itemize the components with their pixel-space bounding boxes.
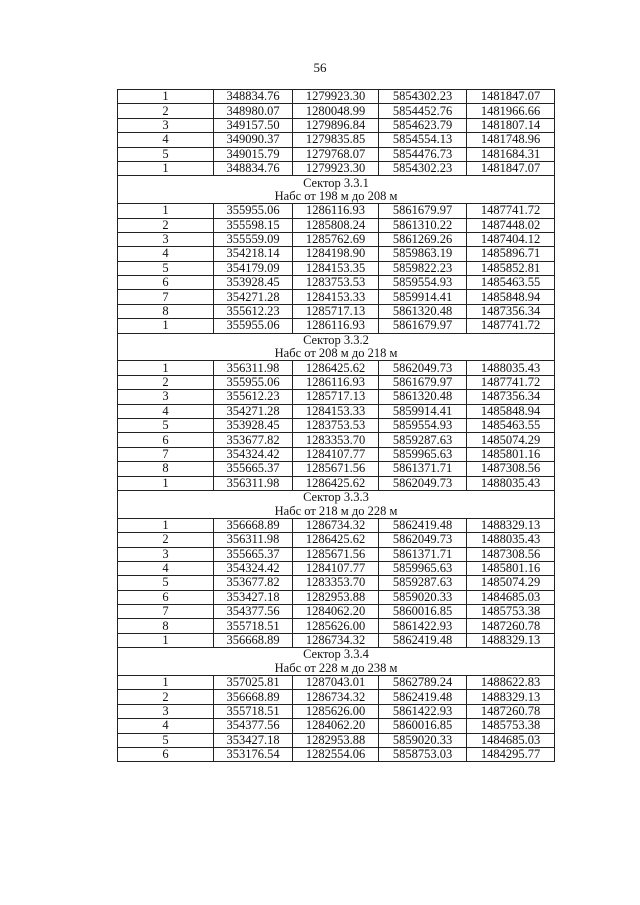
- y2-coordinate-cell: 1481684.31: [467, 147, 555, 161]
- table-row: [118, 218, 555, 232]
- point-number-cell: 2: [118, 104, 214, 118]
- x2-coordinate-cell: 5860016.85: [379, 719, 467, 733]
- x-coordinate-cell: 355559.09: [214, 232, 293, 246]
- point-number-cell: 3: [118, 704, 214, 718]
- point-number-cell: 5: [118, 418, 214, 432]
- point-number-cell: 1: [118, 90, 214, 104]
- sector-altitude-range: Набс от 208 м до 218 м: [118, 347, 555, 361]
- table-row: [118, 533, 555, 547]
- x2-coordinate-cell: 5858753.03: [379, 747, 467, 761]
- y-coordinate-cell: 1282953.88: [293, 590, 379, 604]
- table-row: [118, 375, 555, 389]
- table-row: [118, 447, 555, 461]
- x2-coordinate-cell: 5859914.41: [379, 404, 467, 418]
- x-coordinate-cell: 354179.09: [214, 261, 293, 275]
- point-number-cell: 6: [118, 276, 214, 290]
- x-coordinate-cell: 354324.42: [214, 447, 293, 461]
- point-number-cell: 5: [118, 261, 214, 275]
- y-coordinate-cell: 1284198.90: [293, 247, 379, 261]
- y2-coordinate-cell: 1484685.03: [467, 590, 555, 604]
- table-row: [118, 361, 555, 375]
- table-row: [118, 161, 555, 175]
- sector-range-row: [118, 504, 555, 518]
- y2-coordinate-cell: 1485801.16: [467, 561, 555, 575]
- point-number-cell: 6: [118, 590, 214, 604]
- point-number-cell: 6: [118, 433, 214, 447]
- x-coordinate-cell: 353928.45: [214, 276, 293, 290]
- x2-coordinate-cell: 5862049.73: [379, 476, 467, 490]
- sector-title-row: [118, 648, 555, 662]
- x2-coordinate-cell: 5854554.13: [379, 133, 467, 147]
- x-coordinate-cell: 353677.82: [214, 576, 293, 590]
- y-coordinate-cell: 1284107.77: [293, 447, 379, 461]
- table-row: [118, 605, 555, 619]
- y-coordinate-cell: 1282953.88: [293, 733, 379, 747]
- y-coordinate-cell: 1283353.70: [293, 576, 379, 590]
- y-coordinate-cell: 1286734.32: [293, 633, 379, 647]
- x-coordinate-cell: 355665.37: [214, 462, 293, 476]
- table-row: [118, 276, 555, 290]
- point-number-cell: 2: [118, 690, 214, 704]
- point-number-cell: 1: [118, 319, 214, 333]
- x-coordinate-cell: 349090.37: [214, 133, 293, 147]
- x-coordinate-cell: 354218.14: [214, 247, 293, 261]
- y2-coordinate-cell: 1485753.38: [467, 605, 555, 619]
- y2-coordinate-cell: 1485852.81: [467, 261, 555, 275]
- y2-coordinate-cell: 1488622.83: [467, 676, 555, 690]
- point-number-cell: 4: [118, 133, 214, 147]
- point-number-cell: 5: [118, 733, 214, 747]
- sector-range-row: [118, 662, 555, 676]
- point-number-cell: 4: [118, 404, 214, 418]
- x2-coordinate-cell: 5859863.19: [379, 247, 467, 261]
- y-coordinate-cell: 1286116.93: [293, 204, 379, 218]
- y2-coordinate-cell: 1481748.96: [467, 133, 555, 147]
- y2-coordinate-cell: 1488329.13: [467, 633, 555, 647]
- y2-coordinate-cell: 1485074.29: [467, 576, 555, 590]
- y-coordinate-cell: 1285626.00: [293, 704, 379, 718]
- table-row: [118, 476, 555, 490]
- x2-coordinate-cell: 5862419.48: [379, 690, 467, 704]
- y2-coordinate-cell: 1488035.43: [467, 533, 555, 547]
- y-coordinate-cell: 1279923.30: [293, 90, 379, 104]
- table-row: [118, 690, 555, 704]
- y2-coordinate-cell: 1484685.03: [467, 733, 555, 747]
- point-number-cell: 2: [118, 218, 214, 232]
- y2-coordinate-cell: 1487260.78: [467, 619, 555, 633]
- x2-coordinate-cell: 5862419.48: [379, 518, 467, 532]
- sector-altitude-range: Набс от 228 м до 238 м: [118, 662, 555, 676]
- point-number-cell: 8: [118, 619, 214, 633]
- y2-coordinate-cell: 1487404.12: [467, 232, 555, 246]
- y-coordinate-cell: 1286116.93: [293, 375, 379, 389]
- y2-coordinate-cell: 1487308.56: [467, 547, 555, 561]
- point-number-cell: 6: [118, 747, 214, 761]
- point-number-cell: 1: [118, 633, 214, 647]
- x2-coordinate-cell: 5859020.33: [379, 733, 467, 747]
- y-coordinate-cell: 1279835.85: [293, 133, 379, 147]
- table-row: [118, 619, 555, 633]
- y2-coordinate-cell: 1487308.56: [467, 462, 555, 476]
- y-coordinate-cell: 1284062.20: [293, 605, 379, 619]
- y-coordinate-cell: 1284153.35: [293, 261, 379, 275]
- y2-coordinate-cell: 1487260.78: [467, 704, 555, 718]
- x-coordinate-cell: 353928.45: [214, 418, 293, 432]
- x2-coordinate-cell: 5854623.79: [379, 118, 467, 132]
- point-number-cell: 4: [118, 247, 214, 261]
- sector-title-row: [118, 490, 555, 504]
- y2-coordinate-cell: 1487356.34: [467, 304, 555, 318]
- table-row: [118, 90, 555, 104]
- x2-coordinate-cell: 5861269.26: [379, 232, 467, 246]
- x-coordinate-cell: 353427.18: [214, 733, 293, 747]
- sector-title: Сектор 3.3.4: [118, 648, 555, 662]
- point-number-cell: 2: [118, 375, 214, 389]
- x-coordinate-cell: 354271.28: [214, 404, 293, 418]
- table-row: [118, 147, 555, 161]
- x-coordinate-cell: 356311.98: [214, 533, 293, 547]
- table-row: [118, 747, 555, 761]
- table-row: [118, 547, 555, 561]
- table-row: [118, 290, 555, 304]
- table-row: [118, 462, 555, 476]
- x-coordinate-cell: 348834.76: [214, 90, 293, 104]
- y-coordinate-cell: 1283753.53: [293, 418, 379, 432]
- x2-coordinate-cell: 5859287.63: [379, 433, 467, 447]
- y2-coordinate-cell: 1485463.55: [467, 418, 555, 432]
- y2-coordinate-cell: 1487356.34: [467, 390, 555, 404]
- x-coordinate-cell: 354377.56: [214, 719, 293, 733]
- table-row: [118, 633, 555, 647]
- point-number-cell: 4: [118, 561, 214, 575]
- y2-coordinate-cell: 1487741.72: [467, 375, 555, 389]
- x-coordinate-cell: 349157.50: [214, 118, 293, 132]
- y-coordinate-cell: 1279923.30: [293, 161, 379, 175]
- table-row: [118, 719, 555, 733]
- table-row: [118, 704, 555, 718]
- point-number-cell: 7: [118, 290, 214, 304]
- y2-coordinate-cell: 1488035.43: [467, 361, 555, 375]
- x2-coordinate-cell: 5862049.73: [379, 533, 467, 547]
- y-coordinate-cell: 1286425.62: [293, 533, 379, 547]
- x2-coordinate-cell: 5861679.97: [379, 319, 467, 333]
- y2-coordinate-cell: 1485801.16: [467, 447, 555, 461]
- table-row: [118, 561, 555, 575]
- x-coordinate-cell: 355955.06: [214, 319, 293, 333]
- x-coordinate-cell: 356311.98: [214, 476, 293, 490]
- y-coordinate-cell: 1284153.33: [293, 404, 379, 418]
- y-coordinate-cell: 1283753.53: [293, 276, 379, 290]
- table-row: [118, 433, 555, 447]
- x-coordinate-cell: 348980.07: [214, 104, 293, 118]
- x-coordinate-cell: 354271.28: [214, 290, 293, 304]
- x2-coordinate-cell: 5862049.73: [379, 361, 467, 375]
- sector-title-row: [118, 333, 555, 347]
- sector-title: Сектор 3.3.2: [118, 333, 555, 347]
- y-coordinate-cell: 1284062.20: [293, 719, 379, 733]
- x2-coordinate-cell: 5861679.97: [379, 204, 467, 218]
- x-coordinate-cell: 354377.56: [214, 605, 293, 619]
- y2-coordinate-cell: 1481847.07: [467, 90, 555, 104]
- table-row: [118, 404, 555, 418]
- y-coordinate-cell: 1284153.33: [293, 290, 379, 304]
- x2-coordinate-cell: 5861320.48: [379, 304, 467, 318]
- x-coordinate-cell: 353176.54: [214, 747, 293, 761]
- y2-coordinate-cell: 1487448.02: [467, 218, 555, 232]
- y-coordinate-cell: 1286425.62: [293, 476, 379, 490]
- x-coordinate-cell: 357025.81: [214, 676, 293, 690]
- x2-coordinate-cell: 5861679.97: [379, 375, 467, 389]
- sector-altitude-range: Набс от 198 м до 208 м: [118, 190, 555, 204]
- point-number-cell: 8: [118, 304, 214, 318]
- x-coordinate-cell: 355955.06: [214, 375, 293, 389]
- table-row: [118, 118, 555, 132]
- y2-coordinate-cell: 1481847.07: [467, 161, 555, 175]
- table-row: [118, 261, 555, 275]
- x2-coordinate-cell: 5861422.93: [379, 619, 467, 633]
- coordinates-table: [117, 89, 555, 762]
- y2-coordinate-cell: 1487741.72: [467, 319, 555, 333]
- x-coordinate-cell: 356668.89: [214, 690, 293, 704]
- y-coordinate-cell: 1284107.77: [293, 561, 379, 575]
- x2-coordinate-cell: 5854452.76: [379, 104, 467, 118]
- sector-title: Сектор 3.3.3: [118, 490, 555, 504]
- y2-coordinate-cell: 1484295.77: [467, 747, 555, 761]
- y-coordinate-cell: 1279896.84: [293, 118, 379, 132]
- y2-coordinate-cell: 1488329.13: [467, 690, 555, 704]
- x-coordinate-cell: 356668.89: [214, 633, 293, 647]
- point-number-cell: 3: [118, 232, 214, 246]
- point-number-cell: 5: [118, 576, 214, 590]
- point-number-cell: 5: [118, 147, 214, 161]
- x-coordinate-cell: 355598.15: [214, 218, 293, 232]
- y2-coordinate-cell: 1488035.43: [467, 476, 555, 490]
- x2-coordinate-cell: 5859554.93: [379, 418, 467, 432]
- y2-coordinate-cell: 1485896.71: [467, 247, 555, 261]
- x2-coordinate-cell: 5859914.41: [379, 290, 467, 304]
- point-number-cell: 3: [118, 118, 214, 132]
- x2-coordinate-cell: 5862419.48: [379, 633, 467, 647]
- point-number-cell: 2: [118, 533, 214, 547]
- point-number-cell: 1: [118, 476, 214, 490]
- x2-coordinate-cell: 5861320.48: [379, 390, 467, 404]
- table-row: [118, 304, 555, 318]
- point-number-cell: 1: [118, 361, 214, 375]
- y-coordinate-cell: 1285762.69: [293, 232, 379, 246]
- point-number-cell: 4: [118, 719, 214, 733]
- y-coordinate-cell: 1282554.06: [293, 747, 379, 761]
- y-coordinate-cell: 1283353.70: [293, 433, 379, 447]
- x-coordinate-cell: 355718.51: [214, 619, 293, 633]
- y-coordinate-cell: 1286116.93: [293, 319, 379, 333]
- x-coordinate-cell: 356668.89: [214, 518, 293, 532]
- point-number-cell: 7: [118, 447, 214, 461]
- point-number-cell: 3: [118, 390, 214, 404]
- x2-coordinate-cell: 5854302.23: [379, 161, 467, 175]
- point-number-cell: 1: [118, 518, 214, 532]
- table-row: [118, 247, 555, 261]
- x2-coordinate-cell: 5861371.71: [379, 462, 467, 476]
- x2-coordinate-cell: 5860016.85: [379, 605, 467, 619]
- point-number-cell: 8: [118, 462, 214, 476]
- x-coordinate-cell: 355955.06: [214, 204, 293, 218]
- y-coordinate-cell: 1285671.56: [293, 462, 379, 476]
- y2-coordinate-cell: 1485463.55: [467, 276, 555, 290]
- x2-coordinate-cell: 5861310.22: [379, 218, 467, 232]
- x-coordinate-cell: 348834.76: [214, 161, 293, 175]
- x2-coordinate-cell: 5854302.23: [379, 90, 467, 104]
- x-coordinate-cell: 349015.79: [214, 147, 293, 161]
- table-row: [118, 232, 555, 246]
- table-row: [118, 319, 555, 333]
- sector-range-row: [118, 190, 555, 204]
- x-coordinate-cell: 353427.18: [214, 590, 293, 604]
- y-coordinate-cell: 1285626.00: [293, 619, 379, 633]
- y-coordinate-cell: 1285717.13: [293, 304, 379, 318]
- x-coordinate-cell: 355665.37: [214, 547, 293, 561]
- table-row: [118, 676, 555, 690]
- y2-coordinate-cell: 1485753.38: [467, 719, 555, 733]
- sector-title: Сектор 3.3.1: [118, 176, 555, 190]
- x2-coordinate-cell: 5859965.63: [379, 561, 467, 575]
- table-row: [118, 590, 555, 604]
- x2-coordinate-cell: 5862789.24: [379, 676, 467, 690]
- y-coordinate-cell: 1280048.99: [293, 104, 379, 118]
- table-row: [118, 133, 555, 147]
- x-coordinate-cell: 356311.98: [214, 361, 293, 375]
- x-coordinate-cell: 354324.42: [214, 561, 293, 575]
- x2-coordinate-cell: 5861371.71: [379, 547, 467, 561]
- y-coordinate-cell: 1279768.07: [293, 147, 379, 161]
- x2-coordinate-cell: 5859554.93: [379, 276, 467, 290]
- y-coordinate-cell: 1286734.32: [293, 690, 379, 704]
- table-row: [118, 390, 555, 404]
- table-row: [118, 518, 555, 532]
- point-number-cell: 1: [118, 161, 214, 175]
- y2-coordinate-cell: 1487741.72: [467, 204, 555, 218]
- table-row: [118, 733, 555, 747]
- y2-coordinate-cell: 1481966.66: [467, 104, 555, 118]
- y-coordinate-cell: 1286734.32: [293, 518, 379, 532]
- table-row: [118, 418, 555, 432]
- y2-coordinate-cell: 1485848.94: [467, 404, 555, 418]
- page-number: 56: [313, 60, 327, 75]
- x2-coordinate-cell: 5859822.23: [379, 261, 467, 275]
- point-number-cell: 1: [118, 676, 214, 690]
- sector-title-row: [118, 176, 555, 190]
- x2-coordinate-cell: 5861422.93: [379, 704, 467, 718]
- table-row: [118, 204, 555, 218]
- table-row: [118, 104, 555, 118]
- point-number-cell: 3: [118, 547, 214, 561]
- x2-coordinate-cell: 5859020.33: [379, 590, 467, 604]
- x-coordinate-cell: 353677.82: [214, 433, 293, 447]
- point-number-cell: 1: [118, 204, 214, 218]
- y2-coordinate-cell: 1485074.29: [467, 433, 555, 447]
- y-coordinate-cell: 1287043.01: [293, 676, 379, 690]
- y-coordinate-cell: 1286425.62: [293, 361, 379, 375]
- x2-coordinate-cell: 5859965.63: [379, 447, 467, 461]
- table-row: [118, 576, 555, 590]
- y-coordinate-cell: 1285671.56: [293, 547, 379, 561]
- y-coordinate-cell: 1285808.24: [293, 218, 379, 232]
- x-coordinate-cell: 355612.23: [214, 304, 293, 318]
- sector-range-row: [118, 347, 555, 361]
- y2-coordinate-cell: 1488329.13: [467, 518, 555, 532]
- x-coordinate-cell: 355718.51: [214, 704, 293, 718]
- y2-coordinate-cell: 1481807.14: [467, 118, 555, 132]
- x-coordinate-cell: 355612.23: [214, 390, 293, 404]
- point-number-cell: 7: [118, 605, 214, 619]
- x2-coordinate-cell: 5859287.63: [379, 576, 467, 590]
- sector-altitude-range: Набс от 218 м до 228 м: [118, 504, 555, 518]
- x2-coordinate-cell: 5854476.73: [379, 147, 467, 161]
- y-coordinate-cell: 1285717.13: [293, 390, 379, 404]
- y2-coordinate-cell: 1485848.94: [467, 290, 555, 304]
